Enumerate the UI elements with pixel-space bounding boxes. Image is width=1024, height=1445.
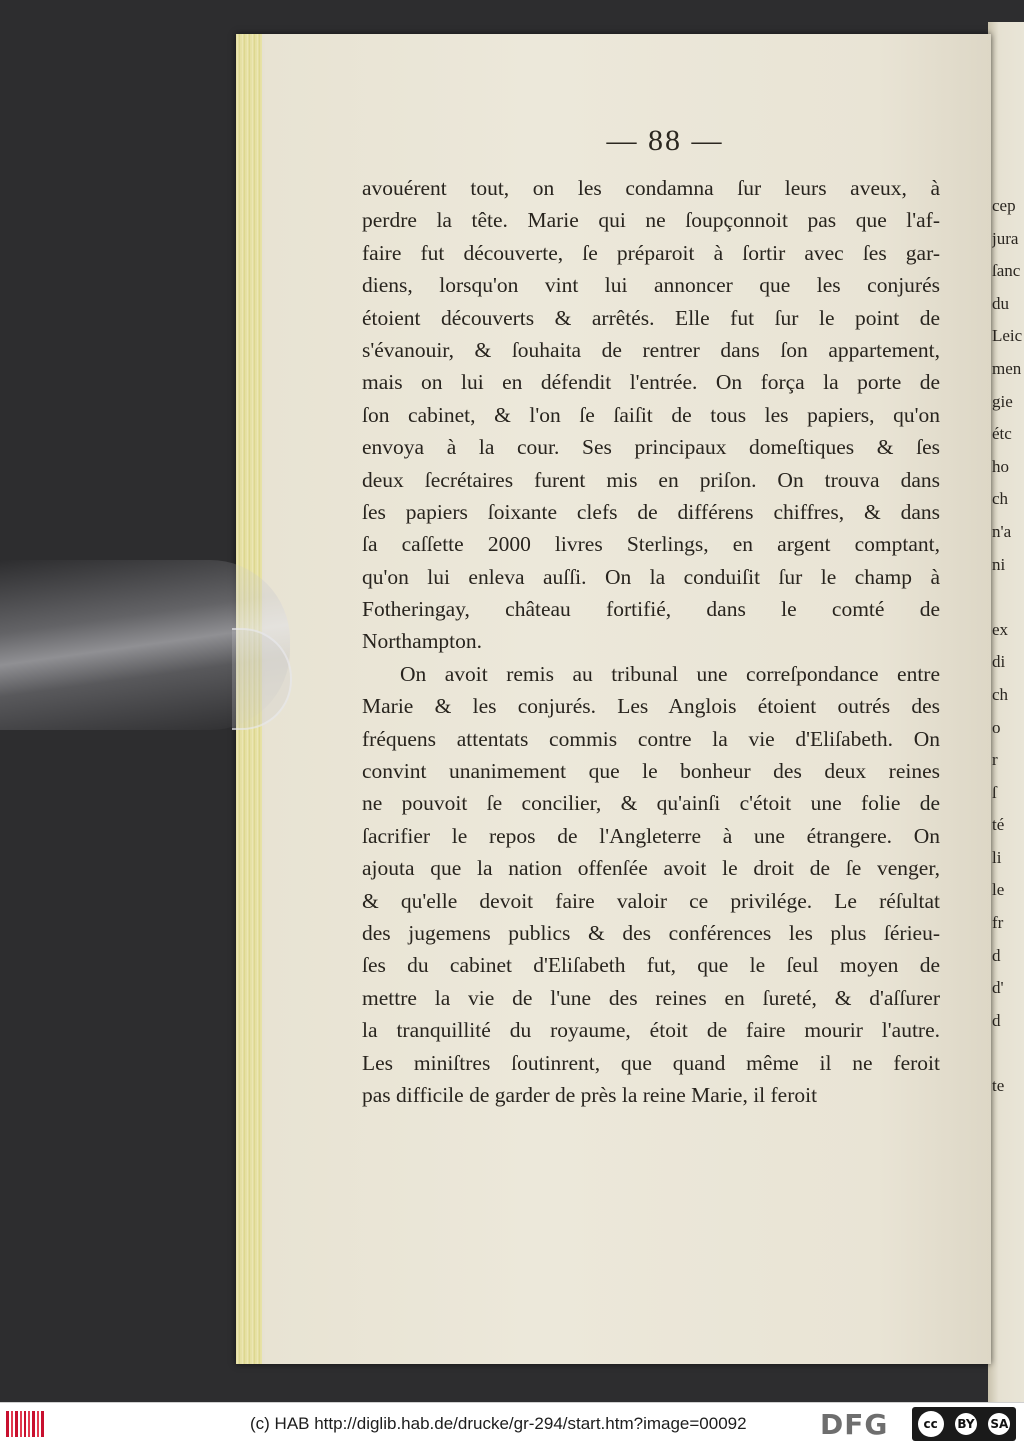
by-icon: BY bbox=[955, 1413, 977, 1435]
neighbor-fragment: d bbox=[992, 945, 1001, 965]
neighbor-fragment: ni bbox=[992, 554, 1006, 574]
neighbor-fragment: cep bbox=[992, 196, 1016, 215]
neighbor-fragment: le bbox=[992, 880, 1005, 900]
text-line: pas difficile de garder de près la reine Marie, il feroit bbox=[362, 1082, 818, 1107]
text-line: faire fut découverte, ſe préparoit à ſortir avec ſes gar- bbox=[362, 240, 940, 265]
text-line: ſes papiers ſoixante clefs de différens chiffres, & dans bbox=[362, 499, 940, 524]
text-line: Marie & les conjurés. Les Anglois étoient outrés des bbox=[362, 694, 940, 719]
neighbor-fragment: men bbox=[992, 358, 1022, 378]
neighbor-fragment: fr bbox=[992, 913, 1004, 933]
text-line: perdre la tête. Marie qui ne ſoupçonnoit pas que l'af- bbox=[362, 208, 940, 233]
text-line: mais on lui en défendit l'entrée. On força la porte de bbox=[362, 370, 940, 395]
text-line: & qu'elle devoit faire valoir ce privilége. Le réſultat bbox=[362, 888, 940, 913]
text-line: ſa caſſette 2000 livres Sterlings, en argent comptant, bbox=[362, 532, 940, 557]
text-line: ſon cabinet, & l'on ſe ſaiſit de tous les papiers, qu'on bbox=[362, 402, 940, 427]
neighbor-fragment: di bbox=[992, 652, 1006, 672]
neighbor-fragment: n'a bbox=[992, 521, 1012, 541]
neighbor-fragment: d bbox=[992, 1010, 1001, 1030]
page-text bbox=[362, 172, 940, 1111]
text-line: étoient découverts & arrêtés. Elle fut ſur le point de bbox=[362, 305, 940, 330]
text-line: la tranquillité du royaume, étoit de faire mourir l'autre. bbox=[362, 1018, 940, 1043]
neighbor-fragment: r bbox=[992, 750, 998, 770]
neighbor-fragment: d' bbox=[992, 978, 1004, 998]
text-line: ajouta que la nation offenſée avoit le droit de ſe venger, bbox=[362, 856, 940, 881]
cc-license-badge[interactable] bbox=[912, 1407, 1016, 1441]
text-line: s'évanouir, & ſouhaita de rentrer dans ſon appartement, bbox=[362, 337, 940, 362]
text-line: Northampton. bbox=[362, 629, 483, 654]
neighbor-fragment: li bbox=[992, 847, 1002, 867]
neighbor-fragment: ſ bbox=[992, 782, 997, 802]
neighbor-page-text bbox=[992, 190, 1024, 1190]
text-line: ne pouvoit ſe concilier, & qu'ainſi c'étoit une folie de bbox=[362, 791, 940, 816]
neighbor-fragment: ch bbox=[992, 489, 1009, 509]
text-line: ſes du cabinet d'Eliſabeth fut, que le ſeul moyen de bbox=[362, 953, 940, 978]
text-line: Les miniſtres ſoutinrent, que quand même il ne feroit bbox=[362, 1050, 940, 1075]
credit-link[interactable]: (c) HAB http://diglib.hab.de/drucke/gr-294/start.htm?image=00092 bbox=[250, 1414, 747, 1433]
neighbor-fragment: du bbox=[992, 293, 1009, 313]
text-line: envoya à la cour. Ses principaux domeſtiques & ſes bbox=[362, 435, 940, 460]
text-line: deux ſecrétaires furent mis en priſon. On trouva dans bbox=[362, 467, 940, 492]
text-line: des jugemens publics & des conférences les plus ſérieu- bbox=[362, 920, 940, 945]
neighbor-fragment: gie bbox=[992, 391, 1013, 411]
neighbor-fragment bbox=[992, 1037, 1024, 1070]
text-line: avouérent tout, on les condamna ſur leurs aveux, à bbox=[362, 176, 940, 200]
neighbor-fragment: té bbox=[992, 815, 1005, 835]
barcode-icon bbox=[6, 1411, 44, 1437]
neighbor-fragment: ex bbox=[992, 619, 1009, 639]
text-line: ſacrifier le repos de l'Angleterre à une étrangere. On bbox=[362, 823, 940, 848]
text-line: qu'on lui enleva auſſi. On la conduiſit ſur le champ à bbox=[362, 564, 940, 589]
sa-icon: SA bbox=[988, 1413, 1010, 1435]
neighbor-fragment: Leic bbox=[992, 326, 1023, 346]
neighbor-fragment: o bbox=[992, 717, 1001, 737]
dfg-logo: DFG bbox=[820, 1408, 889, 1441]
page-number: — 88 — bbox=[606, 124, 724, 157]
neighbor-fragment: ho bbox=[992, 456, 1009, 476]
text-line: fréquens attentats commis contre la vie d'Eliſabeth. On bbox=[362, 726, 940, 751]
neighbor-fragment bbox=[992, 581, 1024, 614]
text-line: Fotheringay, château fortifié, dans le comté de bbox=[362, 597, 940, 622]
neighbor-fragment: ch bbox=[992, 684, 1009, 704]
neighbor-fragment: étc bbox=[992, 424, 1012, 444]
text-line: diens, lorsqu'on vint lui annoncer que les conjurés bbox=[362, 273, 940, 298]
cc-icon: cc bbox=[918, 1411, 944, 1437]
text-line: mettre la vie de l'une des reines en ſureté, & d'aſſurer bbox=[362, 985, 940, 1010]
text-line: On avoit remis au tribunal une correſpondance entre bbox=[400, 661, 940, 686]
viewer-footer bbox=[0, 1402, 1024, 1445]
neighbor-fragment: te bbox=[992, 1076, 1005, 1096]
text-line: convint unanimement que le bonheur des deux reines bbox=[362, 759, 940, 784]
neighbor-fragment: ſanc bbox=[992, 261, 1021, 281]
neighbor-fragment: jura bbox=[992, 228, 1019, 248]
